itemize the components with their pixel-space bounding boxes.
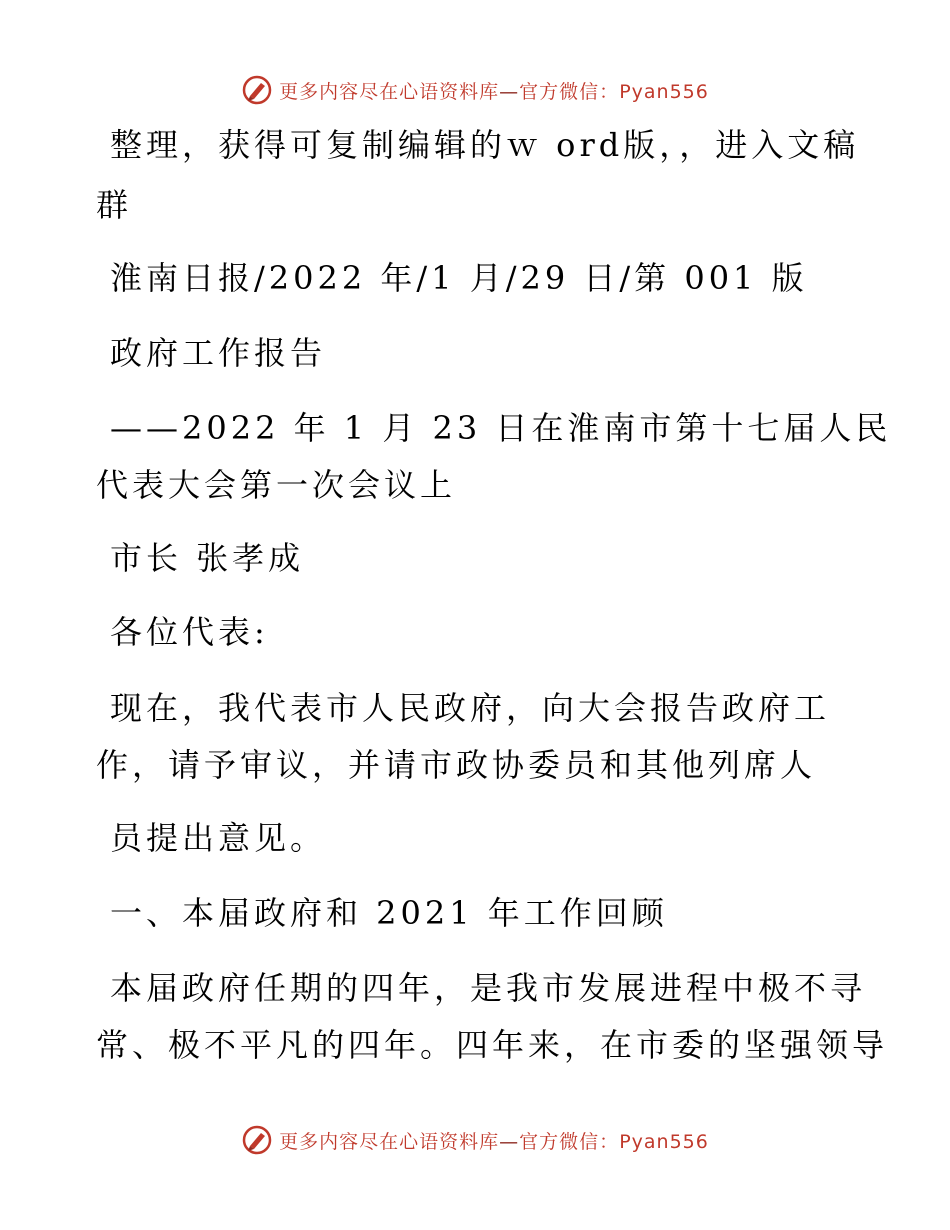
text-line: 现在，我代表市人民政府，向大会报告政府工	[110, 689, 831, 727]
source-line: 淮南日报/2022 年/1 月/29 日/第 001 版	[110, 259, 808, 297]
text-line: 作，请予审议，并请市政协委员和其他列席人	[96, 746, 817, 784]
text-line: 常、极不平凡的四年。四年来，在市委的坚强领导	[96, 1026, 889, 1064]
header-watermark	[0, 70, 950, 110]
subtitle-line: ——2022 年 1 月 23 日在淮南市第十七届人民	[110, 409, 892, 447]
brush-pen-logo-icon	[241, 74, 273, 106]
subtitle-line: 代表大会第一次会议上	[96, 466, 457, 504]
footer-watermark	[0, 1120, 950, 1160]
salutation: 各位代表:	[110, 613, 269, 651]
text-line: 整理，获得可复制编辑的ｗ ord版，，进入文稿	[110, 126, 860, 164]
document-title: 政府工作报告	[110, 334, 327, 372]
text-line: 本届政府任期的四年，是我市发展进程中极不寻	[110, 969, 867, 1007]
text-line: 员提出意见。	[110, 819, 327, 857]
watermark-text: 更多内容尽在心语资料库—官方微信：Pyan556	[279, 1130, 709, 1153]
section-heading: 一、本届政府和 2021 年工作回顾	[110, 894, 668, 932]
watermark-text: 更多内容尽在心语资料库—官方微信：Pyan556	[279, 80, 709, 103]
author-line: 市长 张孝成	[110, 539, 305, 577]
brush-pen-logo-icon	[241, 1124, 273, 1156]
text-line: 群	[96, 186, 133, 224]
